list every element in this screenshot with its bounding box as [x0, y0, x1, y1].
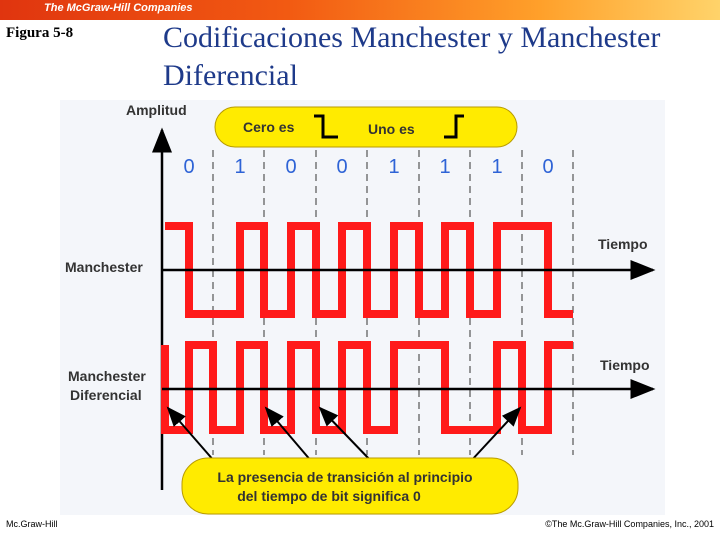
note-line-1: La presencia de transición al principio [217, 469, 473, 485]
publisher-logo: The McGraw-Hill Companies [44, 2, 193, 14]
bit-label: 1 [439, 156, 451, 178]
bit-label: 0 [183, 156, 195, 178]
time-label-top: Tiempo [598, 236, 648, 252]
figure-label: Figura 5-8 [6, 25, 74, 41]
one-legend-label: Uno es [368, 121, 415, 137]
time-label-bottom: Tiempo [600, 357, 650, 373]
differential-label-line1: Manchester [68, 368, 146, 384]
footer-publisher: Mc.Graw-Hill [6, 519, 58, 529]
note-callout [182, 458, 518, 514]
zero-legend-label: Cero es [243, 119, 295, 135]
bit-label: 0 [285, 156, 297, 178]
bit-label: 1 [491, 156, 503, 178]
footer-copyright: ©The Mc.Graw-Hill Companies, Inc., 2001 [545, 519, 714, 529]
bit-label: 0 [336, 156, 348, 178]
page-title: Codificaciones Manchester y Manchester Diferencial [163, 21, 661, 92]
amplitude-label: Amplitud [126, 102, 187, 118]
manchester-label: Manchester [65, 259, 143, 275]
note-line-2: del tiempo de bit significa 0 [237, 488, 421, 504]
differential-label-line2: Diferencial [70, 387, 142, 403]
bit-label: 1 [388, 156, 400, 178]
bit-label: 1 [234, 156, 246, 178]
bit-label: 0 [542, 156, 554, 178]
